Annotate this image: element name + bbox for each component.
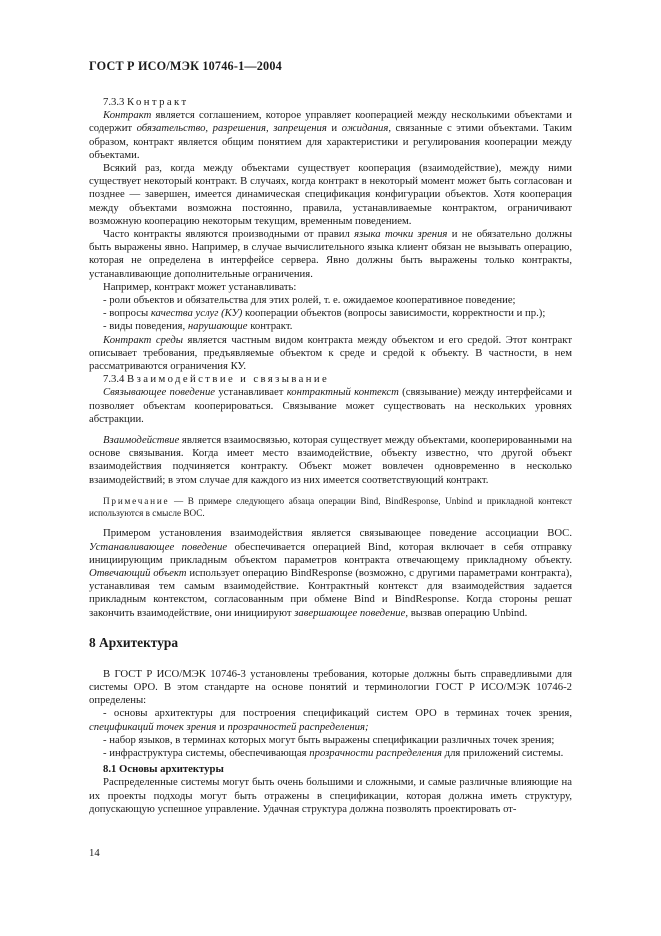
note-text: — В примере следующего абзаца операции Bind, BindResponse, Unbind и прикладной контекст используются в смысле ВОС. xyxy=(89,495,572,519)
text-run: и xyxy=(326,122,342,135)
list-item xyxy=(89,747,572,760)
list-item: - роли объектов и обязательства для этих ролей, т. е. ожидаемое кооперативное поведение; xyxy=(103,294,516,307)
italic-term: завершающее поведение, xyxy=(294,606,409,619)
note-label: Примечание xyxy=(103,495,170,506)
text-run: использует операцию BindResponse (возможно, с другими параметрами контракта), устанавливая тем самым взаимодействие. Контрактный контекст для взаимодействия задается прикладным контекстом, согласованным при обмене Bind и BindResponse. Когда стороны решат закончить взаимодействие, они инициируют xyxy=(89,566,572,619)
italic-term: Контракт среды xyxy=(103,333,184,346)
text-run: обеспечивается операцией Bind, которая включает в себя отправку инициирующим прикладным объектом параметров контракта отвечающему прикладному объекту. xyxy=(89,540,572,566)
italic-term: Связывающее поведение xyxy=(103,386,216,399)
page-number: 14 xyxy=(89,847,100,859)
text-run: для приложений системы. xyxy=(441,746,564,759)
section-heading-8: 8 Архитектура xyxy=(89,634,179,650)
italic-term: Устанавливающее поведение xyxy=(89,540,228,553)
text-run: является соглашением, которое управляет кооперацией между несколькими объектами и содержит xyxy=(89,109,572,135)
paragraph: Распределенные системы могут быть очень большими и сложными, и самые различные влияющие на их проекты подходы могут быть отражены в спецификации, которая должна иметь структуру, допускающую успешное управление. Удачная структура должна позволять проектировать от- xyxy=(89,776,572,815)
italic-term: прозрачностей распределения; xyxy=(227,720,369,733)
text-run: - основы архитектуры для построения спецификаций систем ОРО в терминах точек зрения, xyxy=(103,707,572,720)
subsection-heading-7-3-3 xyxy=(89,96,572,109)
paragraph xyxy=(89,527,572,619)
paragraph: Например, контракт может устанавливать: xyxy=(103,280,297,293)
text-run: вызвав операцию Unbind. xyxy=(408,606,528,619)
running-header: ГОСТ Р ИСО/МЭК 10746-1—2004 xyxy=(89,59,282,73)
text-run: и xyxy=(216,720,228,733)
subsection-number: 7.3.4 xyxy=(103,373,125,386)
list-item xyxy=(89,320,572,333)
paragraph xyxy=(89,228,572,281)
paragraph xyxy=(89,334,572,374)
subsection-title: Взаимодействие и связывание xyxy=(127,373,330,386)
text-run: кооперации объектов (вопросы зависимости, корректности и пр.); xyxy=(242,307,546,320)
text-run: контракт. xyxy=(247,320,293,333)
page-content xyxy=(89,96,572,816)
text-run: - виды поведения, xyxy=(103,320,188,333)
list-item: - набор языков, в терминах которых могут быть выражены спецификации различных точек зрения; xyxy=(103,733,555,746)
italic-term: прозрачности распределения xyxy=(309,746,442,759)
text-run: Часто контракты являются производными от правил xyxy=(103,228,355,241)
text-run: связанные с этими объектами. Таким образом, контракт является общим понятием для характеристики и регулирования кооперации между объектами. xyxy=(89,122,572,161)
italic-term: Контракт xyxy=(103,109,152,122)
text-run: - инфраструктура системы, обеспечивающая xyxy=(103,746,310,759)
paragraph xyxy=(89,434,572,487)
paragraph: Всякий раз, когда между объектами существует кооперация (взаимодействие), между ними существует некоторый контракт. В случаях, когда контракт в некоторый момент может быть согласован и позднее — завершен, имеется динамическая спецификация конфигурации объектов. Хотя кооперация между объектами возможна постоянно, правила, устанавливаемые контрактом, ограничивают возможную кооперацию некоторым текущим, временным поведением. xyxy=(89,162,572,227)
text-run: является частным видом контракта между объектом и его средой. Этот контракт описывает требования, предъявляемые объектом к среде и средой к объекту. В частности, в нем рассматриваются ограничения КУ. xyxy=(89,333,572,373)
italic-term: языка точки зрения xyxy=(354,228,448,241)
italic-term: нарушающие xyxy=(187,320,248,333)
italic-term: контрактный контекст xyxy=(286,386,399,399)
text-run: и не обязательно должны быть выражены явно. Например, в случае вычислительного языка клиент обязан не вызывать операцию, которая не определена в интерфейсе сервера. Явно должны быть выражены только контракты, устанавливающие дополнительные ограничения. xyxy=(89,228,572,280)
italic-term: ожидания, xyxy=(341,122,392,135)
list-item xyxy=(89,707,572,733)
text-run: устанавливает xyxy=(215,386,287,399)
text-run: Примером установления взаимодействия является связывающее поведение ассоциации ВОС. xyxy=(103,527,572,540)
italic-term: Взаимодействие xyxy=(103,434,180,447)
italic-term: качества услуг (КУ) xyxy=(150,307,243,320)
list-item xyxy=(89,307,572,320)
italic-term: обязательство, разрешения, запрещения xyxy=(136,122,327,135)
subsection-number: 7.3.3 xyxy=(103,96,125,108)
subsection-heading-7-3-4 xyxy=(89,373,572,386)
text-run: - вопросы xyxy=(103,307,151,320)
italic-term: Отвечающий объект xyxy=(89,566,187,579)
subsection-title: Контракт xyxy=(127,96,189,108)
note xyxy=(89,495,572,519)
text-run: (связывание) между интерфейсами и позволяет объектам кооперироваться. Связывание может существовать на нескольких уровнях абстракции. xyxy=(89,386,572,425)
paragraph: В ГОСТ Р ИСО/МЭК 10746-3 установлены требования, которые должны быть справедливыми для системы ОРО. В этом стандарте на основе понятий и терминологии ГОСТ Р ИСО/МЭК 10746-2 определены: xyxy=(89,667,572,707)
text-run: является взаимосвязью, которая существует между объектами, кооперированными на основе связывания. Когда имеет место взаимодействие, объекту известно, что другой объект взаимодействия подчиняется контракту. Объект может вовлечен одновременно в несколько взаимодействий; в этом случае для каждого из них имеется соответствующий контракт. xyxy=(89,434,572,486)
paragraph xyxy=(89,109,572,162)
italic-term: спецификаций точек зрения xyxy=(89,720,217,733)
paragraph xyxy=(89,386,572,426)
subsection-heading-8-1: 8.1 Основы архитектуры xyxy=(103,763,224,776)
